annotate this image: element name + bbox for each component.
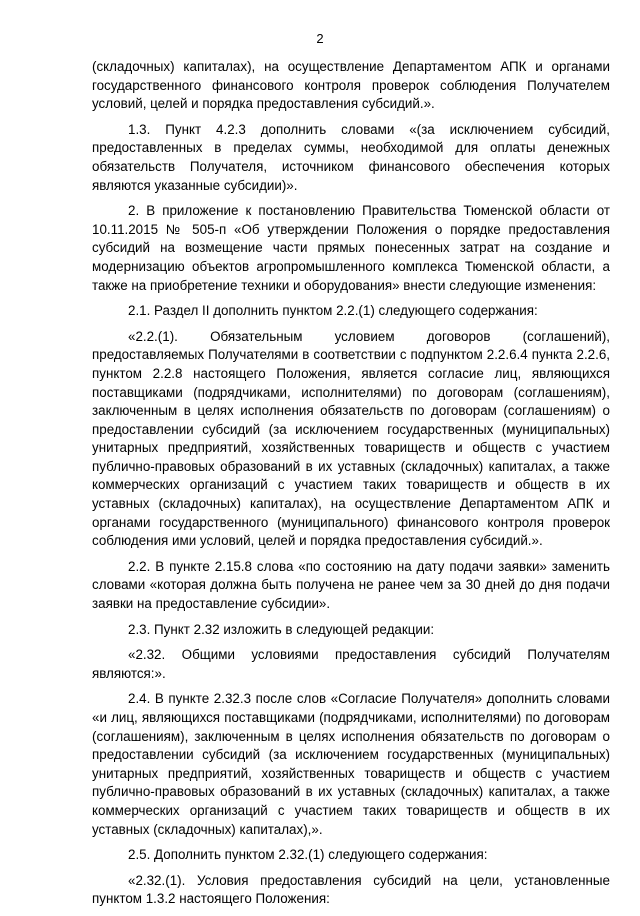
- paragraph-2-1: 2.1. Раздел II дополнить пунктом 2.2.(1) следующего содержания:: [128, 303, 538, 319]
- paragraph-1-3: 1.3. Пункт 4.2.3 дополнить словами «(за исключением субсидий, предоставленных в пределах суммы, необходимой для оплаты денежных обязательств Получателя, источником финансового обеспечения которых являются указанные субсидии)».: [92, 121, 610, 193]
- paragraph-continuation: (складочных) капиталах), на осуществление Департаментом АПК и органами государственного финансового контроля проверок соблюдения Получателем условий, целей и порядка предоставления субсидий.».: [92, 59, 610, 112]
- paragraph-2-3: 2.3. Пункт 2.32 изложить в следующей редакции:: [128, 621, 435, 637]
- paragraph-2-32-1-text: «2.32.(1). Условия предоставления субсидий на цели, установленные пунктом 1.3.2 настоящего Положения:: [92, 872, 610, 907]
- page-number: 2: [316, 31, 324, 46]
- paragraph-2-2: 2.2. В пункте 2.15.8 слова «по состоянию на дату подачи заявки» заменить словами «которая должна быть получена не ранее чем за 30 дней до дня подачи заявки на предоставление субсидии».: [92, 558, 610, 612]
- paragraph-2-2-1-text: «2.2.(1). Обязательным условием договоров (соглашений), предоставляемых Получателями в соответствии с подпунктом 2.2.6.4 пункта 2.2.6, пунктом 2.2.8 настоящего Положения, является согласие лиц, являющихся поставщиками (подрядчиками, исполнителями) по договорам (соглашениям), заключенным в целях исполнения обязательств по договорам (соглашениям) о предоставлении субсидий (за исключением государственных (муниципальных) унитарных предприятий, хозяйственных товариществ и обществ с участием публично-правовых образований в их уставных (складочных) капиталах, а также коммерческих организаций с участием таких товариществ и обществ в их уставных (складочных) капиталах), на осуществление Департаментом АПК и органами государственного (муниципального) финансового контроля проверок соблюдения ими условий, целей и порядка предоставления субсидий.».: [92, 328, 610, 549]
- paragraph-2-4: 2.4. В пункте 2.32.3 после слов «Согласие Получателя» дополнить словами «и лиц, являющихся поставщиками (подрядчиками, исполнителями) по договорам (соглашениям), заключенным в целях исполнения обязательств по договорам о предоставлении субсидий (за исключением государственных (муниципальных) унитарных предприятий, хозяйственных товариществ и обществ с участием публично-правовых образований в их уставных (складочных) капиталах, а также коммерческих организаций с участием таких товариществ и обществ в их уставных (складочных) капиталах),».: [92, 691, 610, 837]
- paragraph-2: 2. В приложение к постановлению Правительства Тюменской области от 10.11.2015 № 505-п «Об утверждении Положения о порядке предоставления субсидий на возмещение части прямых понесенных затрат на создание и модернизацию объектов агропромышленного комплекса Тюменской области, а также на приобретение техники и оборудования» внести следующие изменения:: [92, 203, 610, 293]
- paragraph-2-5: 2.5. Дополнить пунктом 2.32.(1) следующего содержания:: [128, 847, 488, 863]
- paragraph-2-32-text: «2.32. Общими условиями предоставления субсидий Получателям являются:».: [92, 647, 610, 681]
- document-body: [92, 58, 610, 916]
